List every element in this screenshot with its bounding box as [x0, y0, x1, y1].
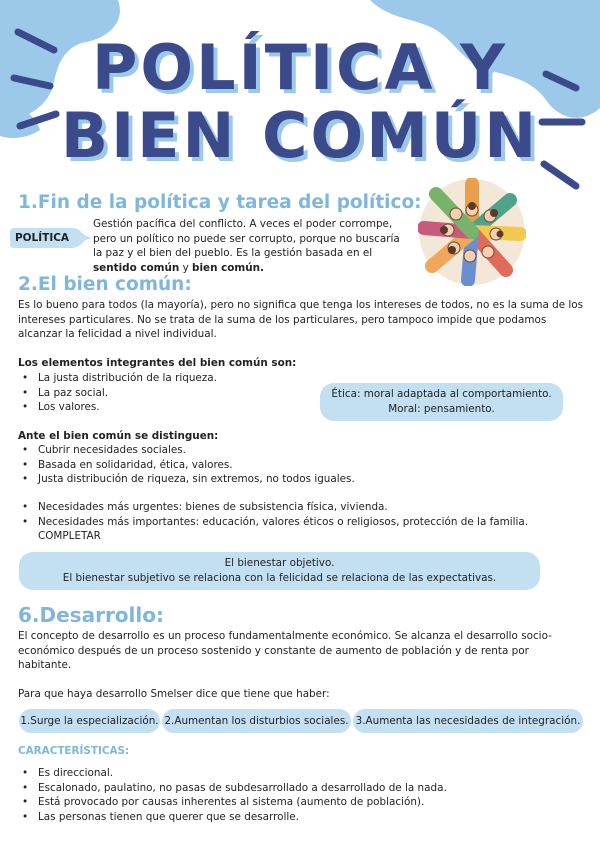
bienestar-line1: El bienestar objetivo. [224, 557, 335, 569]
section1-heading: 1.Fin de la política y tarea del político: [18, 192, 422, 213]
moral-line: Moral: pensamiento. [388, 402, 495, 415]
section2-heading: 2.El bien común: [18, 274, 192, 295]
needs-list [18, 500, 588, 544]
section2-para-line1: Es lo bueno para todos (la mayoría), pero no significa que tenga los intereses de todos, no es la suma de los [18, 299, 584, 311]
section6-heading: 6.Desarrollo: [18, 603, 164, 627]
etica-moral-box [320, 383, 563, 421]
section2-paragraph [18, 298, 588, 342]
bienestar-line2: El bienestar subjetivo se relaciona con la felicidad se relaciona de las expectativas. [62, 571, 497, 584]
list-item [18, 515, 588, 544]
section6-para-line1: El concepto de desarrollo es un proceso fundamentalmente económico. Se alcanza el desarrollo socio- [18, 630, 552, 642]
section1-text [93, 217, 413, 275]
characteristics-list [18, 766, 588, 824]
list-item: • Las personas tienen que querer que se desarrolle. [18, 810, 588, 825]
needs2-line1: Necesidades más importantes: educación, valores éticos o religiosos, protección de la familia. [38, 515, 529, 528]
section1-line2: pero un político no puede ser corrupto, porque no buscaría [93, 232, 400, 245]
step-pill-3: 3.Aumenta las necesidades de integración. [353, 709, 583, 733]
step-pill-2: 2.Aumentan los disturbios sociales. [162, 709, 351, 733]
elements-title: Los elementos integrantes del bien común son: [18, 357, 297, 369]
page-title-line2: BIEN COMÚN [60, 99, 540, 172]
etica-line: Ética: moral adaptada al comportamiento. [331, 388, 552, 400]
section1-line4 [93, 261, 413, 276]
step-pill-1: 1.Surge la especialización. [19, 709, 160, 733]
section6-para-line2: económico después de un proceso sostenido y constante de aumento de población y de renta por [18, 644, 529, 657]
list-item: • La justa distribución de la riqueza. [18, 371, 308, 386]
section6-para-line3: habitante. [18, 659, 72, 671]
section6-paragraph [18, 629, 588, 673]
list-item: • Está provocado por causas inherentes al sistema (aumento de población). [18, 795, 588, 810]
elements-list [18, 371, 308, 415]
page-title-line1: POLÍTICA Y [91, 31, 509, 104]
list-item: • Los valores. [18, 400, 308, 415]
section1-line1: Gestión pacífica del conflicto. A veces el poder corrompe, [93, 218, 393, 230]
list-item: • Escalonado, paulatino, no pasas de subdesarrollado a desarrollado de la nada. [18, 781, 588, 796]
distinguish-title: Ante el bien común se distinguen: [18, 430, 219, 442]
characteristics-title: CARACTERÍSTICAS: [18, 745, 130, 757]
list-item: • Es direccional. [18, 766, 588, 781]
bien-comun-text: bien común. [192, 261, 264, 274]
y-text: y [179, 261, 193, 274]
sentido-comun-text: sentido común [93, 261, 180, 274]
list-item: • Necesidades más urgentes: bienes de subsistencia física, vivienda. [18, 500, 588, 515]
list-item: • Basada en solidaridad, ética, valores. [18, 458, 578, 473]
politica-tag [10, 226, 88, 250]
smelser-text: Para que haya desarrollo Smelser dice que tiene que haber: [18, 688, 330, 700]
people-circle-illustration [418, 178, 526, 286]
distinguish-list [18, 443, 578, 487]
bienestar-box [19, 552, 540, 590]
needs2-line2: COMPLETAR [38, 530, 101, 542]
politica-tag-label: POLÍTICA [14, 232, 70, 244]
section2-para-line2: intereses particulares. No se trata de la suma de los particulares, pero tampoco impide que podamos [18, 313, 547, 326]
section2-para-line3: alcanzar la felicidad a nivel individual. [18, 328, 217, 340]
section1-line3: la paz y el bien del pueblo. Es la gestión basada en el [93, 247, 373, 259]
list-item: • La paz social. [18, 386, 308, 401]
list-item: • Justa distribución de riqueza, sin extremos, no todos iguales. [18, 472, 578, 487]
list-item: • Cubrir necesidades sociales. [18, 443, 578, 458]
